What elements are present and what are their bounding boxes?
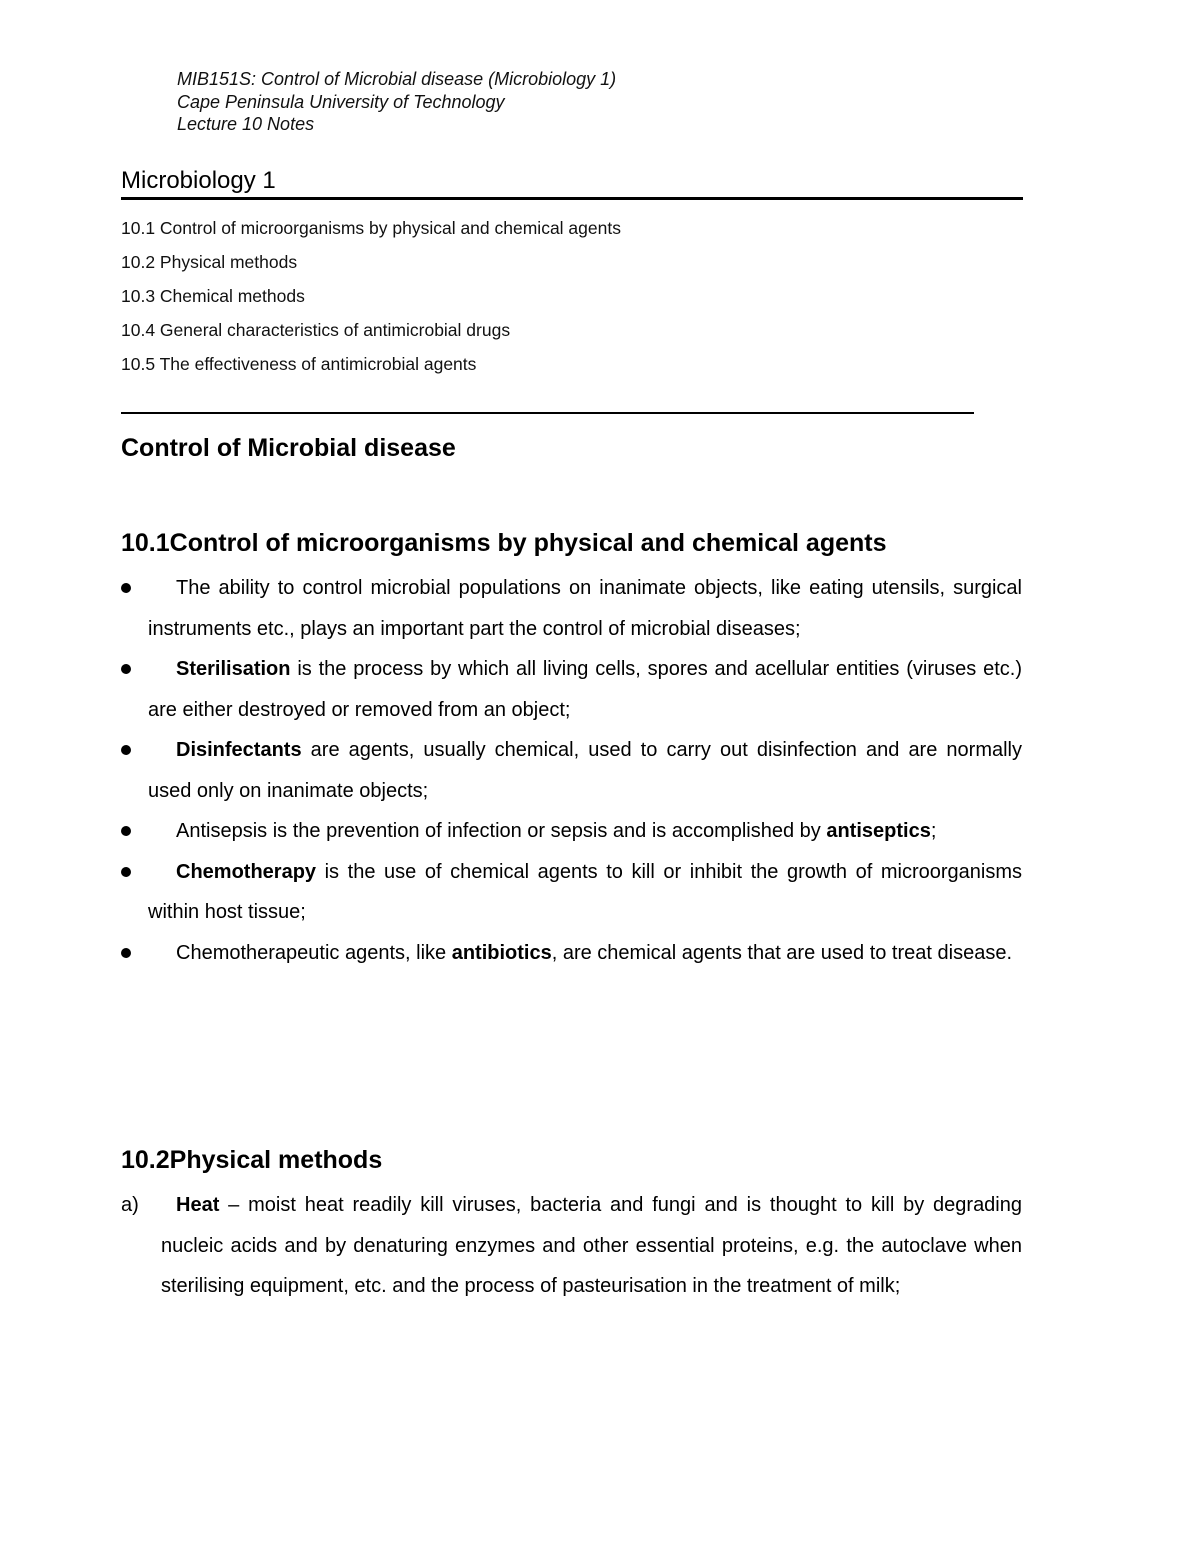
list-marker: a) xyxy=(121,1194,139,1216)
list-item-text: Chemotherapeutic agents, like antibiotics, are chemical agents that are used to treat disease. xyxy=(176,941,1012,964)
lecture-line: Lecture 10 Notes xyxy=(177,114,315,134)
main-heading: Control of Microbial disease xyxy=(121,434,456,462)
section-heading-10-2: 10.2Physical methods xyxy=(121,1146,383,1174)
section-heading-10-1: 10.1Control of microorganisms by physical and chemical agents xyxy=(121,529,887,557)
bullet-list xyxy=(121,568,1022,973)
toc-divider xyxy=(121,412,974,414)
lettered-list xyxy=(121,1185,1022,1307)
title-divider xyxy=(121,197,1023,200)
list-item xyxy=(121,811,1022,852)
document-header xyxy=(177,68,616,136)
toc-item: 10.4 General characteristics of antimicrobial drugs xyxy=(121,320,511,340)
list-item xyxy=(121,933,1022,974)
table-of-contents xyxy=(121,216,621,386)
bullet-dot-icon xyxy=(121,867,131,877)
bullet-dot-icon xyxy=(121,583,131,593)
toc-item: 10.1 Control of microorganisms by physical and chemical agents xyxy=(121,218,621,238)
bullet-dot-icon xyxy=(121,664,131,674)
toc-item: 10.5 The effectiveness of antimicrobial agents xyxy=(121,354,477,374)
list-item-text: Chemotherapy is the use of chemical agents to kill or inhibit the growth of microorganisms within host tissue; xyxy=(148,860,1022,923)
list-item-text: The ability to control microbial populations on inanimate objects, like eating utensils, surgical instruments etc., plays an important part the control of microbial diseases; xyxy=(148,577,1022,640)
toc-item: 10.2 Physical methods xyxy=(121,252,298,272)
list-item xyxy=(121,730,1022,811)
list-item xyxy=(121,649,1022,730)
list-item xyxy=(121,852,1022,933)
list-item-text: Sterilisation is the process by which all living cells, spores and acellular entities (viruses etc.) are either destroyed or removed from an object; xyxy=(148,658,1022,721)
toc-item: 10.3 Chemical methods xyxy=(121,286,305,306)
list-item xyxy=(121,568,1022,649)
list-item-text: Disinfectants are agents, usually chemical, used to carry out disinfection and are normally used only on inanimate objects; xyxy=(148,739,1022,802)
list-item-text: Heat – moist heat readily kill viruses, bacteria and fungi and is thought to kill by degrading nucleic acids and by denaturing enzymes and other essential proteins, e.g. the autoclave when sterilising equipment, etc. and the process of pasteurisation in the treatment of milk; xyxy=(161,1194,1022,1297)
bullet-dot-icon xyxy=(121,745,131,755)
list-item-text: Antisepsis is the prevention of infection or sepsis and is accomplished by antiseptics; xyxy=(176,820,937,842)
course-code-line: MIB151S: Control of Microbial disease (Microbiology 1) xyxy=(177,69,617,89)
document-title: Microbiology 1 xyxy=(121,167,276,194)
bullet-dot-icon xyxy=(121,826,131,836)
bullet-dot-icon xyxy=(121,948,131,958)
list-item xyxy=(121,1185,1022,1307)
university-line: Cape Peninsula University of Technology xyxy=(177,91,505,112)
